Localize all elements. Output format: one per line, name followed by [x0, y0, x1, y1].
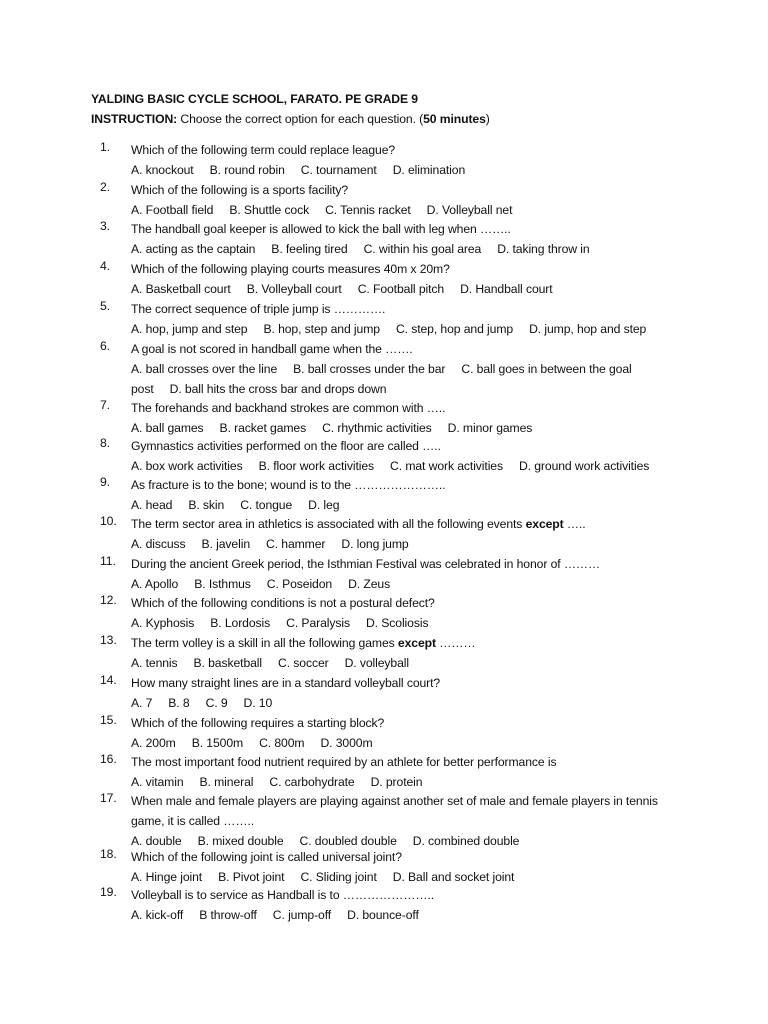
question-text: [131, 259, 690, 279]
answer-option: B. Lordosis: [210, 616, 271, 630]
answer-option: A. hop, jump and step: [131, 322, 248, 336]
question-row: [100, 180, 690, 220]
question-11: [100, 554, 690, 594]
question-number: 6.: [100, 339, 110, 353]
answer-option: C. Paralysis: [286, 616, 350, 630]
answer-option: C. doubled double: [299, 834, 397, 848]
instruction-text: Choose the correct option for each question. (: [177, 112, 424, 126]
answer-options: [131, 613, 690, 633]
answer-option: C. Sliding joint: [300, 870, 377, 884]
question-2: [100, 180, 690, 220]
answer-option: A. head: [131, 498, 173, 512]
question-stem: Which of the following is a sports facility?: [131, 183, 349, 197]
question-14: [100, 673, 690, 713]
question-body: [131, 554, 690, 594]
answer-option: C. Tennis racket: [325, 203, 411, 217]
question-text: [131, 791, 690, 831]
question-number: 4.: [100, 259, 110, 273]
question-row: [100, 713, 690, 753]
question-body: [131, 633, 690, 673]
question-body: [131, 475, 690, 515]
answer-option: A. acting as the captain: [131, 242, 256, 256]
question-number: 2.: [100, 180, 110, 194]
answer-option: A. Football field: [131, 203, 214, 217]
answer-option: D. leg: [308, 498, 340, 512]
question-text: [131, 436, 690, 456]
answer-option: A. double: [131, 834, 182, 848]
question-row: [100, 673, 690, 713]
question-body: [131, 140, 690, 180]
question-tail: ………: [435, 636, 476, 650]
question-body: [131, 791, 690, 851]
answer-option: D. ball hits the cross bar and drops down: [169, 382, 387, 396]
question-text: [131, 514, 690, 534]
school-title: YALDING BASIC CYCLE SCHOOL, FARATO. PE GRADE 9: [91, 92, 418, 106]
question-text: [131, 299, 690, 319]
question-1: [100, 140, 690, 180]
answer-option: C. mat work activities: [390, 459, 503, 473]
question-text: [131, 140, 690, 160]
answer-options: [131, 456, 690, 476]
question-row: [100, 436, 690, 476]
question-stem: The correct sequence of triple jump is ………….: [131, 302, 386, 316]
answer-option: C. tournament: [300, 163, 377, 177]
answer-option: B. Shuttle cock: [229, 203, 310, 217]
answer-option: B. mixed double: [197, 834, 284, 848]
question-row: [100, 219, 690, 259]
answer-option: B. ball crosses under the bar: [293, 362, 446, 376]
question-number: 18.: [100, 847, 117, 861]
question-row: [100, 398, 690, 438]
answer-option: B. feeling tired: [271, 242, 348, 256]
question-stem: A goal is not scored in handball game when the …….: [131, 342, 413, 356]
question-4: [100, 259, 690, 299]
question-16: [100, 752, 690, 792]
answer-options: [131, 905, 690, 925]
question-5: [100, 299, 690, 339]
answer-option: C. ball goes in between the goal post: [131, 362, 632, 396]
question-number: 1.: [100, 140, 110, 154]
question-text: [131, 339, 690, 359]
answer-option: D. jump, hop and step: [529, 322, 647, 336]
question-10: [100, 514, 690, 554]
answer-option: A. 200m: [131, 736, 176, 750]
question-number: 14.: [100, 673, 117, 687]
answer-option: D. taking throw in: [497, 242, 590, 256]
answer-option: A. tennis: [131, 656, 178, 670]
answer-options: [131, 160, 690, 180]
answer-option: A. box work activities: [131, 459, 243, 473]
question-stem: How many straight lines are in a standard volleyball court?: [131, 676, 441, 690]
answer-option: A. discuss: [131, 537, 186, 551]
answer-options: [131, 495, 690, 515]
question-number: 5.: [100, 299, 110, 313]
question-body: [131, 847, 690, 887]
answer-option: B. hop, step and jump: [263, 322, 380, 336]
question-number: 8.: [100, 436, 110, 450]
answer-option: D. minor games: [447, 421, 533, 435]
answer-options: [131, 534, 690, 554]
answer-option: A. ball games: [131, 421, 204, 435]
question-text: [131, 475, 690, 495]
instruction-line: [91, 112, 490, 126]
question-text: [131, 219, 690, 239]
question-stem: The term sector area in athletics is associated with all the following events: [131, 517, 526, 531]
question-18: [100, 847, 690, 887]
answer-option: B. mineral: [199, 775, 254, 789]
answer-options: [131, 359, 671, 399]
question-text: [131, 847, 690, 867]
exam-duration: 50 minutes: [423, 112, 486, 126]
answer-option: A. kick-off: [131, 908, 184, 922]
question-19: [100, 885, 690, 925]
question-stem: Which of the following requires a starting block?: [131, 716, 385, 730]
answer-option: B. floor work activities: [258, 459, 375, 473]
question-number: 10.: [100, 514, 117, 528]
question-row: [100, 514, 690, 554]
answer-option: D. Handball court: [460, 282, 553, 296]
answer-option: A. Hinge joint: [131, 870, 203, 884]
question-row: [100, 554, 690, 594]
question-number: 3.: [100, 219, 110, 233]
answer-option: A. vitamin: [131, 775, 184, 789]
answer-option: D. 10: [243, 696, 273, 710]
answer-option: B. basketball: [193, 656, 263, 670]
answer-option: C. carbohydrate: [269, 775, 355, 789]
answer-options: [131, 733, 690, 753]
answer-option: D. ground work activities: [518, 459, 650, 473]
question-stem: Which of the following joint is called universal joint?: [131, 850, 402, 864]
question-body: [131, 713, 690, 753]
question-body: [131, 398, 690, 438]
question-number: 17.: [100, 791, 117, 805]
answer-option: B. round robin: [209, 163, 285, 177]
question-text: [131, 673, 690, 693]
question-17: [100, 791, 690, 851]
answer-options: [131, 574, 690, 594]
answer-option: C. 800m: [259, 736, 305, 750]
answer-option: B. Pivot joint: [218, 870, 285, 884]
answer-option: D. Volleyball net: [426, 203, 513, 217]
question-15: [100, 713, 690, 753]
question-stem: During the ancient Greek period, the Isthmian Festival was celebrated in honor of ………: [131, 557, 601, 571]
answer-option: C. step, hop and jump: [395, 322, 514, 336]
instruction-close: ): [485, 112, 490, 126]
question-text: [131, 713, 690, 733]
question-text: [131, 633, 690, 653]
answer-options: [131, 319, 690, 339]
answer-option: D. Zeus: [348, 577, 391, 591]
answer-option: B. Volleyball court: [246, 282, 342, 296]
question-text: [131, 885, 690, 905]
answer-option: B. 1500m: [191, 736, 244, 750]
question-stem: As fracture is to the bone; wound is to the …………………..: [131, 478, 446, 492]
question-number: 12.: [100, 593, 117, 607]
question-emphasis: except: [525, 517, 564, 531]
question-stem: The term volley is a skill in all the following games: [131, 636, 398, 650]
answer-options: [131, 867, 690, 887]
question-stem: Which of the following term could replace league?: [131, 143, 396, 157]
question-row: [100, 475, 690, 515]
question-number: 15.: [100, 713, 117, 727]
answer-option: D. Ball and socket joint: [392, 870, 515, 884]
question-number: 9.: [100, 475, 110, 489]
question-body: [131, 673, 690, 713]
answer-option: C. tongue: [240, 498, 293, 512]
question-body: [131, 299, 690, 339]
question-body: [131, 339, 690, 399]
question-8: [100, 436, 690, 476]
answer-option: A. 7: [131, 696, 153, 710]
question-13: [100, 633, 690, 673]
question-stem: The handball goal keeper is allowed to kick the ball with leg when ……..: [131, 222, 511, 236]
answer-option: D. long jump: [341, 537, 409, 551]
answer-option: D. 3000m: [320, 736, 373, 750]
answer-option: B throw-off: [199, 908, 257, 922]
question-row: [100, 593, 690, 633]
answer-option: B. skin: [188, 498, 225, 512]
answer-option: A. Basketball court: [131, 282, 231, 296]
answer-options: [131, 693, 690, 713]
question-row: [100, 791, 690, 851]
answer-option: A. Apollo: [131, 577, 179, 591]
question-row: [100, 885, 690, 925]
question-text: [131, 398, 690, 418]
answer-option: C. Poseidon: [266, 577, 333, 591]
answer-option: C. 9: [205, 696, 228, 710]
answer-options: [131, 418, 690, 438]
question-12: [100, 593, 690, 633]
question-7: [100, 398, 690, 438]
question-body: [131, 593, 690, 633]
question-text: [131, 752, 690, 772]
question-row: [100, 140, 690, 180]
question-stem: When male and female players are playing against another set of male and female players in tennis game, it is called ……..: [131, 794, 658, 828]
answer-option: D. bounce-off: [347, 908, 419, 922]
question-stem: The forehands and backhand strokes are common with …..: [131, 401, 446, 415]
answer-options: [131, 653, 690, 673]
question-body: [131, 752, 690, 792]
answer-option: C. jump-off: [272, 908, 332, 922]
question-text: [131, 593, 690, 613]
question-number: 19.: [100, 885, 117, 899]
question-body: [131, 436, 690, 476]
answer-option: C. soccer: [278, 656, 329, 670]
question-stem: Which of the following conditions is not a postural defect?: [131, 596, 435, 610]
answer-option: A. knockout: [131, 163, 194, 177]
question-row: [100, 847, 690, 887]
question-body: [131, 514, 690, 554]
question-row: [100, 752, 690, 792]
answer-option: B. Isthmus: [194, 577, 251, 591]
question-6: [100, 339, 690, 399]
answer-options: [131, 772, 690, 792]
question-body: [131, 180, 690, 220]
answer-option: B. 8: [168, 696, 190, 710]
answer-option: B. javelin: [201, 537, 250, 551]
question-row: [100, 259, 690, 299]
answer-option: D. combined double: [412, 834, 520, 848]
question-number: 16.: [100, 752, 117, 766]
answer-option: A. ball crosses over the line: [131, 362, 278, 376]
answer-options: [131, 239, 690, 259]
question-emphasis: except: [397, 636, 436, 650]
question-stem: Gymnastics activities performed on the floor are called …..: [131, 439, 441, 453]
instruction-label: INSTRUCTION:: [91, 112, 178, 126]
question-body: [131, 885, 690, 925]
answer-option: A. Kyphosis: [131, 616, 195, 630]
answer-options: [131, 200, 690, 220]
answer-option: C. within his goal area: [363, 242, 482, 256]
question-number: 7.: [100, 398, 110, 412]
answer-option: D. elimination: [392, 163, 466, 177]
question-number: 13.: [100, 633, 117, 647]
question-row: [100, 299, 690, 339]
question-tail: …..: [563, 517, 586, 531]
question-9: [100, 475, 690, 515]
question-row: [100, 339, 690, 399]
question-row: [100, 633, 690, 673]
answer-options: [131, 279, 690, 299]
question-text: [131, 554, 690, 574]
answer-option: C. Football pitch: [357, 282, 445, 296]
answer-option: B. racket games: [219, 421, 307, 435]
question-3: [100, 219, 690, 259]
question-body: [131, 259, 690, 299]
answer-option: C. rhythmic activities: [322, 421, 432, 435]
question-stem: The most important food nutrient required by an athlete for better performance is: [131, 755, 557, 769]
question-stem: Which of the following playing courts measures 40m x 20m?: [131, 262, 450, 276]
question-number: 11.: [100, 554, 116, 568]
answer-option: C. hammer: [266, 537, 326, 551]
answer-option: D. protein: [370, 775, 423, 789]
question-stem: Volleyball is to service as Handball is to …………………..: [131, 888, 434, 902]
answer-option: D. volleyball: [344, 656, 409, 670]
question-body: [131, 219, 690, 259]
question-text: [131, 180, 690, 200]
answer-option: D. Scoliosis: [365, 616, 429, 630]
